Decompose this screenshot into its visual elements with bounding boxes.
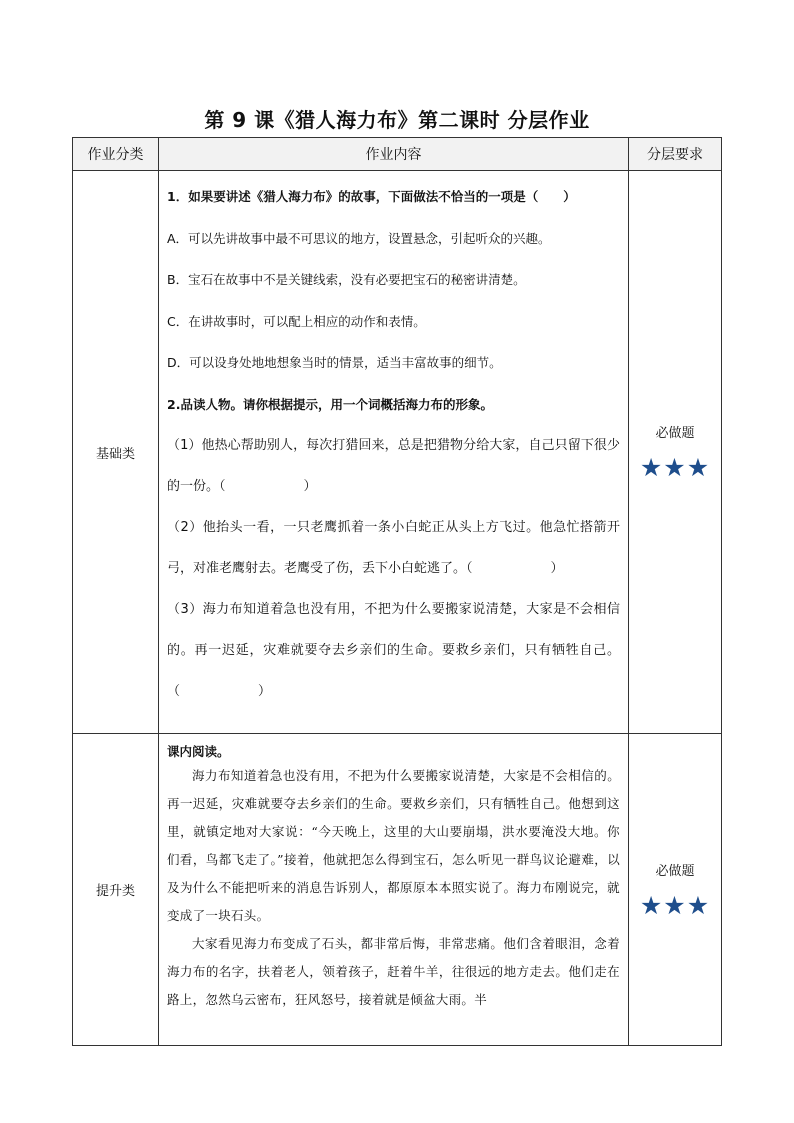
requirement-label: 必做题 xyxy=(655,863,695,879)
star-rating-icon: ★★★ xyxy=(639,453,711,482)
q2-stem: 2.品读人物。请你根据提示，用一个词概括海力布的形象。 xyxy=(167,396,493,412)
reading-paragraph-2: 大家看见海力布变成了石头，都非常后悔，非常悲痛。他们含着眼泪，念着海力布的名字，扶着老人，领着孩子，赶着牛羊，往很远的地方走去。他们走在路上，忽然乌云密布，狂风怒号，接着就是倾盆大雨。半 xyxy=(167,936,620,1007)
q2-item-3: （3）海力布知道着急也没有用，不把为什么要搬家说清楚，大家是不会相信的。再一迟延，灾难就要夺去乡亲们的生命。要救乡亲们，只有牺牲自己。（ ） xyxy=(167,602,620,699)
page-title: 第 9 课《猎人海力布》第二课时 分层作业 xyxy=(204,108,590,132)
star-rating-icon: ★★★ xyxy=(639,890,711,920)
q1-option-b: B．宝石在故事中不是关键线索，没有必要把宝石的秘密讲清楚。 xyxy=(167,272,526,287)
q1-stem: 1．如果要讲述《猎人海力布》的故事，下面做法不恰当的一项是（ ） xyxy=(167,189,576,204)
homework-table xyxy=(72,137,722,1046)
q2-item-2: （2）他抬头一看，一只老鹰抓着一条小白蛇正从头上方飞过。他急忙搭箭开弓，对准老鹰射去。老鹰受了伤，丢下小白蛇逃了。（ ） xyxy=(167,520,620,576)
reading-paragraph-1: 海力布知道着急也没有用，不把为什么要搬家说清楚，大家是不会相信的。再一迟延，灾难就要夺去乡亲们的生命。要救乡亲们，只有牺牲自己。他想到这里，就镇定地对大家说：“今天晚上，这里的大山要崩塌，洪水要淹没大地。你们看，鸟都飞走了。”接着，他就把怎么得到宝石，怎么听见一群鸟议论避难，以及为什么不能把听来的消息告诉别人，都原原本本照实说了。海力布刚说完，就变成了一块石头。 xyxy=(167,768,620,923)
q1-option-c: C．在讲故事时，可以配上相应的动作和表情。 xyxy=(167,313,426,329)
header-content: 作业内容 xyxy=(159,138,629,171)
requirement-basic xyxy=(629,171,722,734)
content-advanced xyxy=(159,734,629,1046)
q2-item-1: （1）他热心帮助别人，每次打猎回来，总是把猎物分给大家，自己只留下很少的一份。（ ） xyxy=(167,438,620,494)
requirement-advanced xyxy=(629,734,722,1046)
header-requirement: 分层要求 xyxy=(629,138,722,171)
q1-option-d: D．可以设身处地地想象当时的情景，适当丰富故事的细节。 xyxy=(167,355,502,370)
category-advanced: 提升类 xyxy=(73,734,159,1046)
reading-heading: 课内阅读。 xyxy=(167,744,230,759)
header-category: 作业分类 xyxy=(73,138,159,171)
table-row-advanced xyxy=(73,734,722,1046)
requirement-label: 必做题 xyxy=(655,426,695,441)
category-basic: 基础类 xyxy=(73,171,159,734)
table-row-basic xyxy=(73,171,722,734)
content-basic xyxy=(159,171,629,734)
q1-option-a: A．可以先讲故事中最不可思议的地方，设置悬念，引起听众的兴趣。 xyxy=(167,230,551,246)
table-header-row xyxy=(73,138,722,171)
